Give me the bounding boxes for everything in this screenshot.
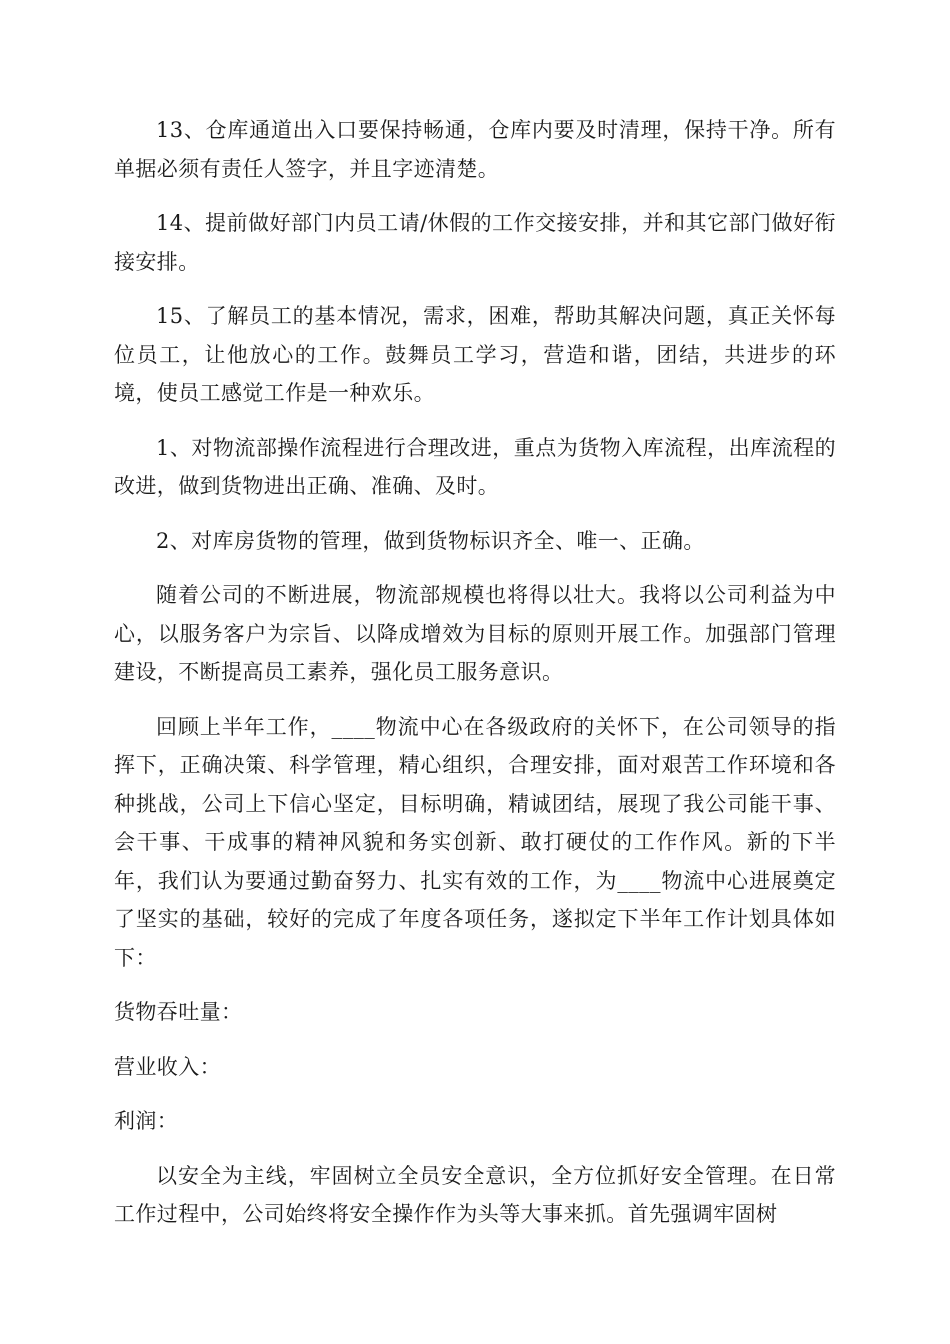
label-profit: 利润： [114, 1109, 179, 1133]
paragraph-15-employee-care: 15、了解员工的基本情况，需求，困难，帮助其解决问题，真正关怀每位员工，让他放心的工作。鼓舞员工学习，营造和谐，团结，共进步的环境，使员工感觉工作是一种欢乐。 [114, 304, 836, 405]
paragraph-half-year-review: 回顾上半年工作，____物流中心在各级政府的关怀下，在公司领导的指挥下，正确决策、科学管理，精心组织，合理安排，面对艰苦工作环境和各种挑战，公司上下信心坚定，目标明确，精诚团结，展现了我公司能干事、会干事、干成事的精神风貌和务实创新、敢打硬仗的工作作风。新的下半年，我们认为要通过勤奋努力、扎实有效的工作，为____物流中心进展奠定了坚实的基础，较好的完成了年度各项任务，遂拟定下半年工作计划具体如下： [114, 714, 836, 970]
label-cargo-throughput: 货物吞吐量： [114, 1000, 243, 1024]
paragraph-14-leave-handover: 14、提前做好部门内员工请/休假的工作交接安排，并和其它部门做好衔接安排。 [114, 211, 836, 274]
paragraph-13-warehouse-passage: 13、仓库通道出入口要保持畅通，仓库内要及时清理，保持干净。所有单据必须有责任人签字，并且字迹清楚。 [114, 118, 836, 181]
label-operating-revenue: 营业收入： [114, 1054, 221, 1079]
paragraph-department-growth: 随着公司的不断进展，物流部规模也将得以壮大。我将以公司利益为中心，以服务客户为宗旨、以降成增效为目标的原则开展工作。加强部门管理建设，不断提高员工素养，强化员工服务意识。 [114, 583, 836, 684]
document-body [114, 111, 836, 1250]
paragraph-2-storage-management: 2、对库房货物的管理，做到货物标识齐全、唯一、正确。 [156, 528, 705, 553]
paragraph-1-process-improvement: 1、对物流部操作流程进行合理改进，重点为货物入库流程，出库流程的改进，做到货物进出正确、准确、及时。 [114, 435, 836, 498]
paragraph-safety-management: 以安全为主线，牢固树立全员安全意识，全方位抓好安全管理。在日常工作过程中，公司始终将安全操作作为头等大事来抓。首先强调牢固树 [114, 1163, 836, 1226]
